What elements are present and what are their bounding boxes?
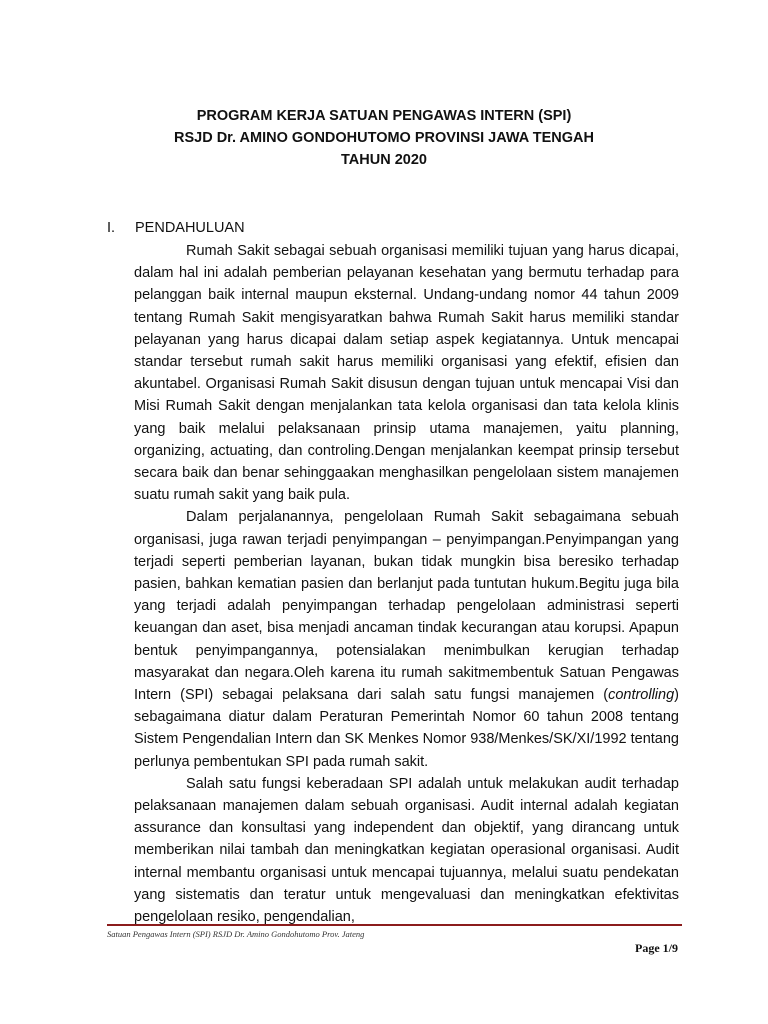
paragraph-2-text-a: Dalam perjalanannya, pengelolaan Rumah Sakit sebagaimana sebuah organisasi, juga rawan terjadi penyimpangan – penyimpangan.Penyimpangan yang terjadi seperti pemberian layanan, bukan tidak mungkin bisa beresiko terhadap pasien, bahkan kematian pasien dan berlanjut pada tuntutan hukum.Begitu juga bila yang terjadi adalah penyimpangan terhadap pengelolaan administrasi seperti keuangan dan aset, bisa menjadi ancaman tindak kecurangan atau korupsi. Apapun bentuk penyimpangannya, potensialakan menimbulkan kerugian terhadap masyarakat dan negara.Oleh karena itu rumah sakitmembentuk Satuan Pengawas Intern (SPI) sebagai pelaksana dari salah satu fungsi manajemen (	[134, 509, 679, 704]
body-text	[134, 240, 679, 928]
document-title-line-2: RSJD Dr. AMINO GONDOHUTOMO PROVINSI JAWA TENGAH	[173, 130, 594, 146]
paragraph-3: Salah satu fungsi keberadaan SPI adalah untuk melakukan audit terhadap pelaksanaan manajemen dalam sebuah organisasi. Audit internal adalah kegiatan assurance dan konsultasi yang independent dan objektif, yang dirancang untuk memberikan nilai tambah dan meningkatkan kegiatan operasional organisasi. Audit internal membantu organisasi untuk mencapai tujuannya, melalui suatu pendekatan yang sistematis dan teratur untuk mengevaluasi dan meningkatkan efektivitas pengelolaan resiko, pengendalian,	[134, 775, 679, 926]
section-title: PENDAHULUAN	[135, 220, 245, 236]
page-number: Page 1/9	[635, 941, 678, 955]
paragraph-1: Rumah Sakit sebagai sebuah organisasi memiliki tujuan yang harus dicapai, dalam hal ini adalah pemberian pelayanan kesehatan yang bermutu terhadap para pelanggan baik internal maupun eksternal. Undang-undang nomor 44 tahun 2009 tentang Rumah Sakit mengisyaratkan bahwa Rumah Sakit harus memiliki standar pelayanan yang harus dicapai dalam setiap aspek kegiatannya. Untuk mencapai standar tersebut rumah sakit harus memiliki organisasi yang efektif, efisien dan akuntabel. Organisasi Rumah Sakit disusun dengan tujuan untuk mencapai Visi dan Misi Rumah Sakit dengan menjalankan tata kelola organisasi dan tata kelola klinis yang baik melalui pelaksanaan prinsip utama manajemen, yaitu planning, organizing, actuating, dan controling.Dengan menjalankan keempat prinsip tersebut secara baik dan benar sehinggaakan menghasilkan pengelolaan sistem manajemen suatu rumah sakit yang baik pula.	[134, 243, 679, 504]
document-title-line-3: TAHUN 2020	[341, 152, 427, 168]
paragraph-2-italic: controlling	[608, 687, 675, 704]
paragraph-2	[134, 506, 679, 772]
document-title-line-1: PROGRAM KERJA SATUAN PENGAWAS INTERN (SPI)	[196, 108, 572, 124]
footer-organization-text: Satuan Pengawas Intern (SPI) RSJD Dr. Amino Gondohutomo Prov. Jateng	[107, 929, 365, 939]
section-number: I.	[107, 220, 116, 236]
footer-rule	[107, 924, 682, 926]
paragraph-2-text-b: ) sebagaimana diatur dalam Peraturan Pemerintah Nomor 60 tahun 2008 tentang Sistem Pengendalian Intern dan SK Menkes Nomor 938/Menkes/SK/XI/1992 tentang perlunya pembentukan SPI pada rumah sakit.	[134, 687, 679, 770]
section-heading	[107, 220, 667, 236]
